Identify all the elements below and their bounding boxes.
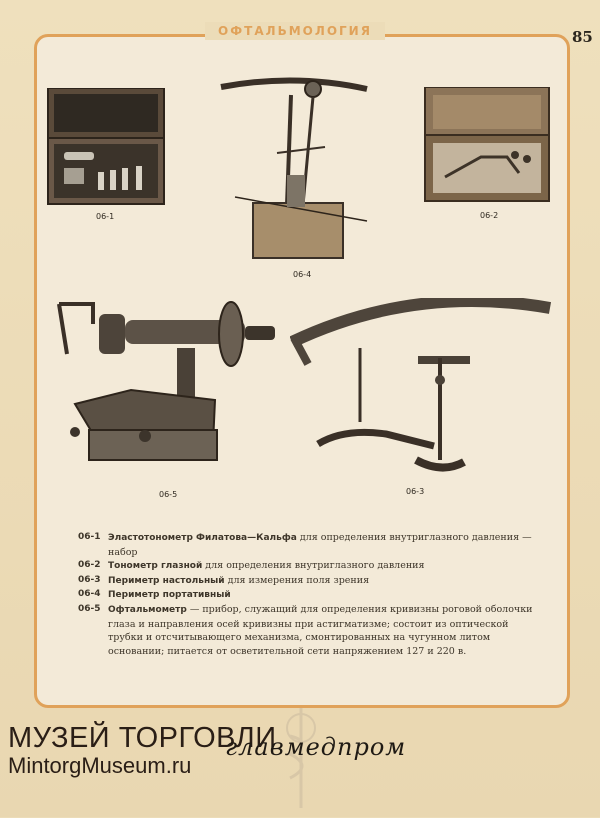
item-name: Периметр настольный <box>108 575 225 586</box>
description-item <box>78 603 534 658</box>
item-name: Эластотонометр Филатова—Кальфа <box>108 533 297 543</box>
item-name: Тонометр глазной <box>108 561 203 572</box>
figure-06-3 <box>290 298 552 488</box>
museum-watermark-title: МУЗЕЙ ТОРГОВЛИ <box>8 722 277 754</box>
item-code: 06-1 <box>78 532 101 542</box>
serpent-emblem-icon <box>278 706 324 818</box>
brand-logo: главмедпром <box>225 733 407 761</box>
description-list <box>78 531 534 658</box>
figure-label-06-1: 06-1 <box>96 212 115 221</box>
figure-label-06-2: 06-2 <box>480 211 499 220</box>
item-text: для измерения поля зрения <box>224 574 370 586</box>
tonometer-case-icon <box>423 87 551 203</box>
figure-06-2 <box>423 87 551 203</box>
item-code: 06-5 <box>78 603 101 614</box>
section-title: ОФТАЛЬМОЛОГИЯ <box>205 22 385 40</box>
item-name: Офтальмометр <box>108 604 187 615</box>
description-item <box>78 559 534 574</box>
case-with-instruments-icon <box>46 88 166 206</box>
figure-06-5 <box>45 294 285 479</box>
item-code: 06-4 <box>78 589 101 600</box>
item-text: для определения внутриглазного давления — набор <box>108 532 532 558</box>
figure-06-1 <box>46 88 166 206</box>
page-number: 85 <box>572 28 593 46</box>
item-name: Периметр портативный <box>108 590 231 601</box>
item-text: для определения внутриглазного давления <box>202 560 425 572</box>
museum-watermark-url: MintorgMuseum.ru <box>8 753 192 778</box>
figure-label-06-4: 06-4 <box>293 270 312 279</box>
item-text: — прибор, служащий для определения кривизны роговой оболочки глаза и направления осей кривизны при астигматизме; состоит из оптической трубки и отсчитывающего механизма, смонтированных на чугунном литом основании; питается от осветительной сети напряжением 127 и 220 в. <box>108 603 533 657</box>
item-code: 06-3 <box>78 574 101 585</box>
figure-label-06-3: 06-3 <box>406 487 425 496</box>
table-perimeter-icon <box>290 298 552 488</box>
description-item <box>78 531 534 559</box>
description-item <box>78 574 534 589</box>
figure-06-4 <box>217 75 372 265</box>
item-code: 06-2 <box>78 560 101 571</box>
portable-perimeter-icon <box>217 75 372 265</box>
ophthalmometer-icon <box>45 294 285 479</box>
figure-label-06-5: 06-5 <box>159 490 178 499</box>
description-item <box>78 588 534 603</box>
